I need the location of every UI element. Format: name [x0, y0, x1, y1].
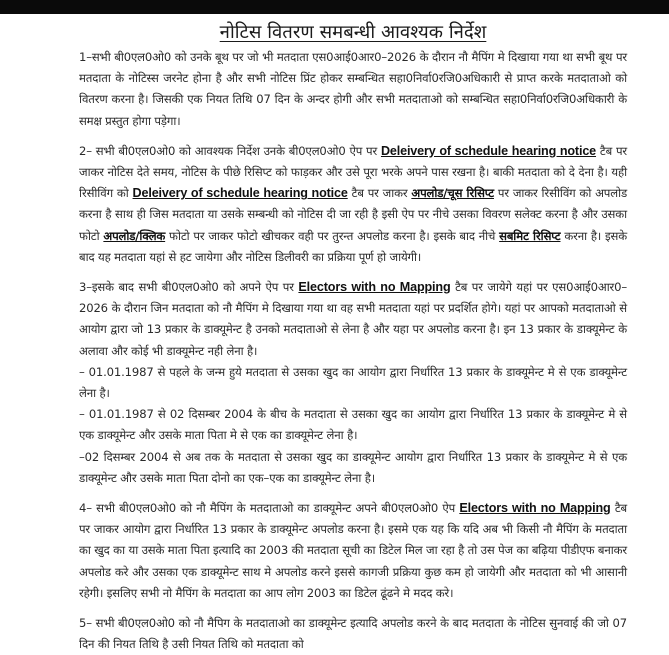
bullet-item: –02 दिसम्बर 2004 से अब तक के मतदाता से उसका खुद का डाक्यूमेन्ट आयोग द्वारा निर्धारित 13 प्रकार के डाक्यूमेन्ट मे से एक डाक्यूमेन्ट और उसके माता पिता दोनो का एक–एक का डाक्यूमेन्ट लेना है। [79, 449, 627, 485]
text: 4– सभी बी0एल0ओ0 को नौ मैपिंग के मतदाताओ का डाक्यूमेन्ट अपने बी0एल0ओ0 ऐप [79, 501, 460, 516]
text: 3–इसके बाद सभी बी0एल0ओ0 को अपने ऐप पर [79, 280, 299, 295]
instruction-4 [79, 498, 627, 604]
top-dark-band [0, 0, 669, 14]
tab-name-no-mapping: Electors with no Mapping [298, 280, 451, 295]
text: 2– सभी बी0एल0ओ0 को आवश्यक निर्देश उनके बी0एल0ओ0 ऐप पर [79, 143, 381, 158]
text: फोटो पर जाकर फोटो खीचकर वही पर तुरन्त अपलोड करना है। इसके बाद नीचे [165, 228, 500, 243]
text: टैब पर जाकर [347, 186, 412, 201]
bullet-item: – 01.01.1987 से पहले के जन्म हुये मतदाता से उसका खुद का आयोग द्वारा निर्धारित 13 प्रकार के डाक्यूमेन्ट मे से एक डाक्यूमेन्ट लेना है। [79, 364, 627, 401]
bullet-item: – 01.01.1987 से 02 दिसम्बर 2004 के बीच के मतदाता से उसका खुद का आयोग द्वारा निर्धारित 13 प्रकार के डाक्यूमेन्ट मे से एक डाक्यूमेन्ट और उसके माता पिता मे से एक का डाक्यूमेन्ट लेना है। [79, 407, 627, 443]
text: पर जाकर रिसीविंग को अपलोड करना है साथ ही जिस मतदाता या उसके सम्बन्धी को नोटिस दी जा रही है इसी ऐप पर नीचे उसका विवरण सलेक्ट करना है और उसका फोटो [79, 186, 627, 243]
instruction-1: 1–सभी बी0एल0ओ0 को उनके बूथ पर जो भी मतदाता एस0आई0आर0–2026 के दौरान नौ मैपिंग मे दिखाया गया था सभी बूथ पर मतदाता के नोटिस्स जरनेट होना है और सभी नोटिस प्रिंट होकर सम्बन्धित सहा0निर्वा0रजि0अधिकारी से प्राप्त करके मतदाताओ को वितरण करना है। जिसकी एक नियत तिथि 07 दिन के अन्दर होगी और सभी मतदाताओ को सम्बन्धित सहा0निर्वा0रजि0अधिकारी के समक्ष प्रस्तुत होगा पड़ेगा। [79, 50, 627, 128]
tab-name-delivery: Deleivery of schedule hearing notice [380, 143, 597, 158]
upload-receipt-label: अपलोड/चूस रिसिप्ट [411, 186, 494, 201]
title-text: नोटिस वितरण समबन्धी आवश्यक निर्देश [219, 22, 487, 43]
notice-document [79, 20, 627, 655]
text: टैब पर जाकर नोटिस देते समय, नोटिस के पीछे रिसिप्ट को फाड़कर और उसे पूरा भरके अपने पास रखना है। बाकी मतदाता को दे देना है। यही रिसीविंग को [79, 143, 627, 201]
document-title [79, 20, 627, 46]
text: टैब पर जाकर आयोग द्वारा निर्धारित 13 प्रकार के डाक्यूमेन्ट अपलोड करना है। इसमे एक यह कि यदि अब भी किसी नौ मैपिंग के मतदाता का खुद का या उसके माता पिता इत्यादि का 2003 की मतदाता सूची का डिटेल मिल जा रहा है तो उस पेज का बढ़िया पीडीएफ बनाकर अपलोड करे और उसका एक डाक्यूमेन्ट साथ मे अपलोड करने इससे कागजी प्रक्रिया कुछ कम हो जायेगी और मतदाता को भी आसानी रहेगी। इसलिए सभी नो मैपिंग के मतदाता का आप लोग 2003 का डिटेल ढूंढने मे मदद करे। [79, 501, 627, 600]
instruction-5: 5– सभी बी0एल0ओ0 को नौ मैपिग के मतदाताओ का डाक्यूमेन्ट इत्यादि अपलोड करने के बाद मतदाता के नोटिस सुनवाई की जो 07 दिन की नियत तिथि है उसी नियत तिथि को मतदाता को [79, 616, 627, 652]
text: करना है। इसके बाद यह मतदाता यहां से हट जायेगा और नोटिस डिलीवरी का प्रक्रिया पूर्ण हो जायेगी। [79, 228, 628, 264]
instruction-3 [79, 277, 627, 362]
instruction-2 [79, 141, 627, 268]
tab-name-delivery: Deleivery of schedule hearing notice [132, 186, 348, 201]
tab-name-no-mapping: Electors with no Mapping [459, 501, 611, 516]
text: टैब पर जायेगे यहां पर एस0आई0आर0–2026 के दौरान जिन मतदाता को नौ मैपिंग मे दिखाया गया था वह सभी मतदाता यहां पर प्रदर्शित होगे। यहां पर आपको मतदाताओ से आयोग द्वारा जो 13 प्रकार के डाक्यूमेन्ट है उनको मतदाताओ से लेना है और यहा पर अपलोड करना है। इन 13 प्रकार के डाक्यूमेन्ट के अलावा और कोई भी डाक्यूमेन्ट नही लेना है। [79, 280, 627, 358]
submit-receipt-label: सबमिट रिसिप्ट [499, 228, 561, 243]
upload-click-label: अपलोड/क्लिक [103, 228, 166, 243]
